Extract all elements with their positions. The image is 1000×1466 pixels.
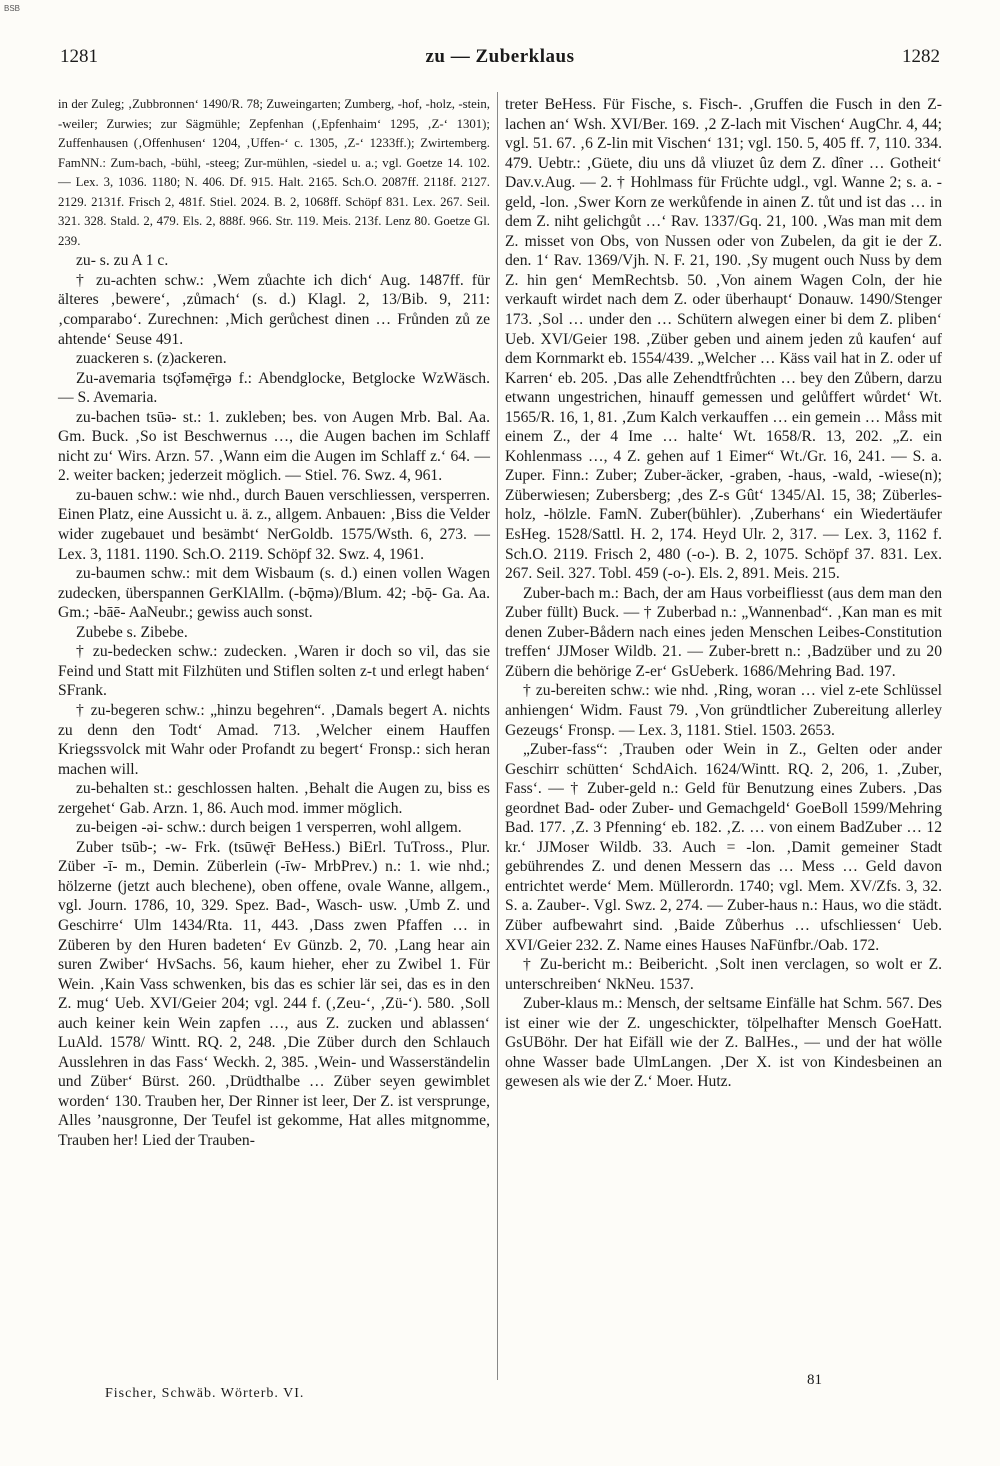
dictionary-entry: „Zuber-fass“: ‚Trauben oder Wein in Z., Gelten oder ander Geschirr schütten‘ SchdAich. 1624/Wintt. RQ. 2, 206, 1. ‚Zuber, Fass‘. — † Zuber-geld n.: Geld für Benutzung eines Zubers. ‚Das geordnet Bad- oder Zuber- und Gemachgeld‘ GoeBoll 1599/Mehring Bad. 177. ‚Z. 3 Pfenning‘ eb. 182. ‚Z. … von einem BadZuber … 12 kr.‘ JJMoser Wildb. 33. Auch = -lon. ‚Damit gemeiner Stadt gebührendes Z. und denen Messern das … Mess … Geld davon entrichtet werde‘ Mem. Müllerordn. 1740; vgl. Mem. XV/Zfs. 3, 32. S. a. Zauber-. Vgl. Swz. 2, 274. — Zuber-haus n.: Haus, wo die städt. Züber aufbewahrt sind. ‚Baide Zůberhus … ufschliessen‘ Ueb. XVI/Geier 232. Z. Name eines Hauses NaFünfbr./Oab. 172. xyxy=(505,741,942,954)
dictionary-entry: † Zu-bericht m.: Beibericht. ‚Solt inen verclagen, so wolt er Z. unterschreiben‘ NkNeu. 1537. xyxy=(505,956,942,993)
sheet-number: 81 xyxy=(807,1372,822,1388)
running-title: zu — Zuberklaus xyxy=(425,46,575,67)
column-divider xyxy=(497,92,498,1380)
library-stamp: BSB xyxy=(4,4,21,13)
dictionary-entry: treter BeHess. Für Fische, s. Fisch-. ‚Gruffen die Fusch in den Z-lachen an‘ Wsh. XVI/Ber. 169. ‚2 Z-lach mit Vischen‘ AugChr. 4, 44; vgl. 51. 67. ‚6 Z-lin mit Vischen‘ 131; vgl. 150. 5, 405 ff. 7, 110. 334. 479. Uebtr.: ‚Güete, diu uns då vliuzet ûz dem Z. dîner … Gotheit‘ Dav.v.Aug. — 2. † Hohlmass für Früchte udgl., vgl. Wanne 2; s. a. -geld, -lon. ‚Swer Korn ze werkůfende in ainen Z. tůt und ist das … in dem Z. niht gelichgůt …‘ Rav. 1337/Gq. 21, 100. ‚Was man mit dem Z. misset von Obs, von Nussen oder von Zubelen, da git ie der Z. den. 1‘ Rav. 1369/Vjh. N. F. 21, 190. ‚Sy mugent ouch Nuss by dem Z. hin gen‘ MemRechtsb. 50. ‚Von ainem Wagen Coln, der hie verkauft wirdet nach dem Z. oder überhaupt‘ Donauw. 1490/Stenger 173. ‚Sol … under den … Schütern alwegen einer bi dem Z. pliben‘ Ueb. XVI/Geier 198. ‚Züber geben und ainem jeden zů kaufen‘ auf dem Kornmarkt eb. 1554/439. „Welcher … Käss vail hat in Z. oder uf Karren‘ eb. 205. ‚Das alle Zehendtfrůchten … bey den Zůbern, darzu etwann ungestrichen, hinauff gemessen und gelůffert wůrdet‘ Wt. 1565/R. 16, 1, 81. ‚Zum Kalch verkauffen … ein gemein … Måss mit einem Z., der 4 Ime … halte‘ Wt. 1658/R. 13, 202. „Z. ein Kohlenmass …, 4 Z. gehen auf 1 Eimer“ Wt./Gr. 16, 241. — S. a. Zuper. Finn.: Zuber; Zuber-äcker, -graben, -haus, -wald, -wiese(n); Züberwiesen; Zubersberg; ‚des Z-s Gût‘ 1345/Al. 15, 38; Züberles-holz, -hölzle. FamN. Zuber(bühler). ‚Zuberhans‘ ein Wiedertäufer EsHeg. 1528/Sattl. H. 2, 174. Heyd Ulr. 2, 317. — Lex. 3, 1162 f. Sch.O. 2119. Frisch 2, 480 (-o-). B. 2, 1075. Schöpf 37. 831. Lex. 267. Seil. 327. Tobl. 459 (-o-). Els. 2, 891. Meis. 215. xyxy=(505,96,942,583)
dictionary-entry: Zuber tsūb-; -w- Frk. (tsūwę̄r BeHess.) BiErl. TuTross., Plur. Züber -ī- m., Demin. Züberlein (-īw- MrbPrev.) n.: 1. wie nhd.; hölzerne (jetzt auch blechene), oben offene, ovale Wanne, allgem., vgl. Journ. 1786, 10, 329. Spez. Bad-, Wasch- usw. ‚Umb Z. und Geschirre‘ Ulm 1434/Rta. 11, 443. ‚Dass zwen Pfaffen … in Züberen by den Huren badeten‘ Ev Günzb. 2, 70. ‚Lang hear ain suren Zwiber‘ HvSachs. 56, kaum hieher, eher zu Zwibel 1. Für Wein. ‚Kain Vass schwenken, bis das es schier lär sei, das es in den Z. mug‘ Ueb. XVI/Geier 204; vgl. 244 f. (‚Zeu-‘, ‚Zü-‘). 580. ‚Soll auch keiner kein Wein zapfen …, aus Z. zucken und ablassen‘ LuAld. 1578/ Wintt. RQ. 2, 248. ‚Die Züber durch den Schlauch Ausslehren in das Fass‘ Weckh. 2, 385. ‚Wein- und Wasserständelin und Züber‘ Bürst. 260. ‚Drüdthalbe … Züber seyen gewimblet worden‘ 130. Trauben her, Der Rinner ist leer, Der Z. ist versprunge, Alles ’nausgronne, Der Teufel ist gekomme, Hat alles mitgnomme, Trauben her! Lied der Trauben- xyxy=(58,838,490,1149)
dictionary-entry: zu-beigen -əi- schw.: durch beigen 1 versperren, wohl allgem. xyxy=(76,819,462,837)
dictionary-entry: zuackeren s. (z)ackeren. xyxy=(76,350,227,368)
dictionary-entry: zu-bauen schw.: wie nhd., durch Bauen verschliessen, versperren. Einen Platz, eine Aussicht u. ä. z., allgem. Anbauen: ‚Biss die Velder wider zugebauet und besämbt‘ NerGoldb. 1575/Wsth. 6, 273. — Lex. 3, 1181. 1190. Sch.O. 2119. Schöpf 32. Swz. 4, 1961. xyxy=(58,486,490,563)
dictionary-entry: zu-bachen tsūə- st.: 1. zukleben; bes. von Augen Mrb. Bal. Aa. Gm. Buck. ‚So ist Beschwernus …, die Augen bachen im Schlaff nicht zu‘ Wirs. Arzn. 57. ‚Wann eim die Augen im Schlaff z.‘ 64. — 2. weiter backen; jederzeit möglich. — Stiel. 76. Swz. 4, 961. xyxy=(58,408,490,485)
page-header xyxy=(60,46,940,76)
dictionary-entry: in der Zuleg; ‚Zubbronnen‘ 1490/R. 78; Zuweingarten; Zumberg, -hof, -holz, -stein, -weiler; Zurwies; zur Sägmühle; Zepfenhan (‚Epfenhaim‘ 1295, ‚Z-‘ 1301); Zuffenhausen (‚Offenhusen‘ 1204, ‚Uffen-‘ c. 1305, ‚Z-‘ 1233ff.); Zwirtemberg. FamNN.: Zum-bach, -bühl, -steeg; Zur-mühlen, -siedel u. a.; vgl. Goetze 14. 102. — Lex. 3, 1036. 1180; N. 406. Df. 915. Halt. 2165. Sch.O. 2087ff. 2118f. 2127. 2129. 2131f. Frisch 2, 481f. Stiel. 2024. B. 2, 1068ff. Schöpf 831. Lex. 267. Seil. 321. 328. Stald. 2, 479. Els. 2, 888f. 966. Str. 119. Meis. 213f. Lenz 80. Goetze Gl. 239. xyxy=(58,97,490,248)
dictionary-entry: zu-behalten st.: geschlossen halten. ‚Behalt die Augen zu, biss es zergehet‘ Gab. Arzn. 1, 86. Auch mod. immer möglich. xyxy=(58,780,490,817)
dictionary-entry: † zu-achten schw.: ‚Wem zůachte ich dich‘ Aug. 1487ff. für älteres ‚bewere‘, ‚zůmach‘ (s. d.) Klagl. 2, 13/Bib. 9, 211: ‚comparabo‘. Zurechnen: ‚Mich gerůchest dinen … Frůnden zů ze ahtende‘ Seuse 491. xyxy=(58,271,490,348)
printer-signature: Fischer, Schwäb. Wörterb. VI. xyxy=(105,1386,305,1401)
left-column xyxy=(58,95,490,1151)
page-number-right: 1282 xyxy=(902,46,940,67)
dictionary-entry: Zubebe s. Zibebe. xyxy=(76,623,188,641)
dictionary-entry: zu- s. zu A 1 c. xyxy=(76,252,169,270)
page-number-left: 1281 xyxy=(60,46,98,67)
dictionary-entry: Zuber-klaus m.: Mensch, der seltsame Einfälle hat Schm. 567. Des ist einer wie der Z. ungeschickter, tölpelhafter Mensch GoeHatt. GsUBöhr. Der hat Eifäll wie der Z. BalHes., — und der hat wölle ohne Wasser bade UlmLangen. ‚Der X. ist von Kindesbeinen an gewesen als wie der Z.‘ Moer. Hutz. xyxy=(505,995,942,1091)
dictionary-entry: † zu-bedecken schw.: zudecken. ‚Waren ir doch so vil, das sie Feind und Statt mit Filzhüten und Stiflen solten z-t und erlegt haben‘ SFrank. xyxy=(58,643,490,700)
dictionary-entry: zu-baumen schw.: mit dem Wisbaum (s. d.) einen vollen Wagen zudecken, überspannen GerKlAllm. (-bǭmə)/Blum. 42; -bǭ- Ga. Aa. Gm.; -bāē- AaNeubr.; gewiss auch sonst. xyxy=(58,565,490,622)
dictionary-entry: † zu-bereiten schw.: wie nhd. ‚Ring, woran … viel z-ete Schlüssel anhiengen‘ Widm. Faust 79. ‚Von gründtlicher Zubereitung allerley Gezeugs‘ Fronsp. — Lex. 3, 1181. Stiel. 1503. 2653. xyxy=(505,682,942,739)
right-column xyxy=(505,95,942,1092)
dictionary-entry: † zu-begeren schw.: „hinzu begehren“. ‚Damals begert A. nichts zu denn den Todt‘ Amad. 713. ‚Welcher einem Hauffen Kriegssvolck mit Wahr oder Profandt zu begert‘ Fronsp.: sich heran machen will. xyxy=(58,701,490,778)
dictionary-entry: Zuber-bach m.: Bach, der am Haus vorbeifliesst (aus dem man den Zuber füllt) Buck. — † Zuberbad n.: „Wannenbad“. ‚Kan man es mit denen Zuber-Bådern nach eines jeden Menschen Leibes-Constitution treffen‘ JJMoser Wildb. 21. — Zuber-brett n.: ‚Badzüber und zu 20 Zübern die behörige Z-er‘ GsUeberk. 1686/Mehring Bad. 197. xyxy=(505,584,942,680)
dictionary-entry: Zu-avemaria tsǫ̈fəmę̄rgə f.: Abendglocke, Betglocke WzWäsch. — S. Avemaria. xyxy=(58,369,490,407)
